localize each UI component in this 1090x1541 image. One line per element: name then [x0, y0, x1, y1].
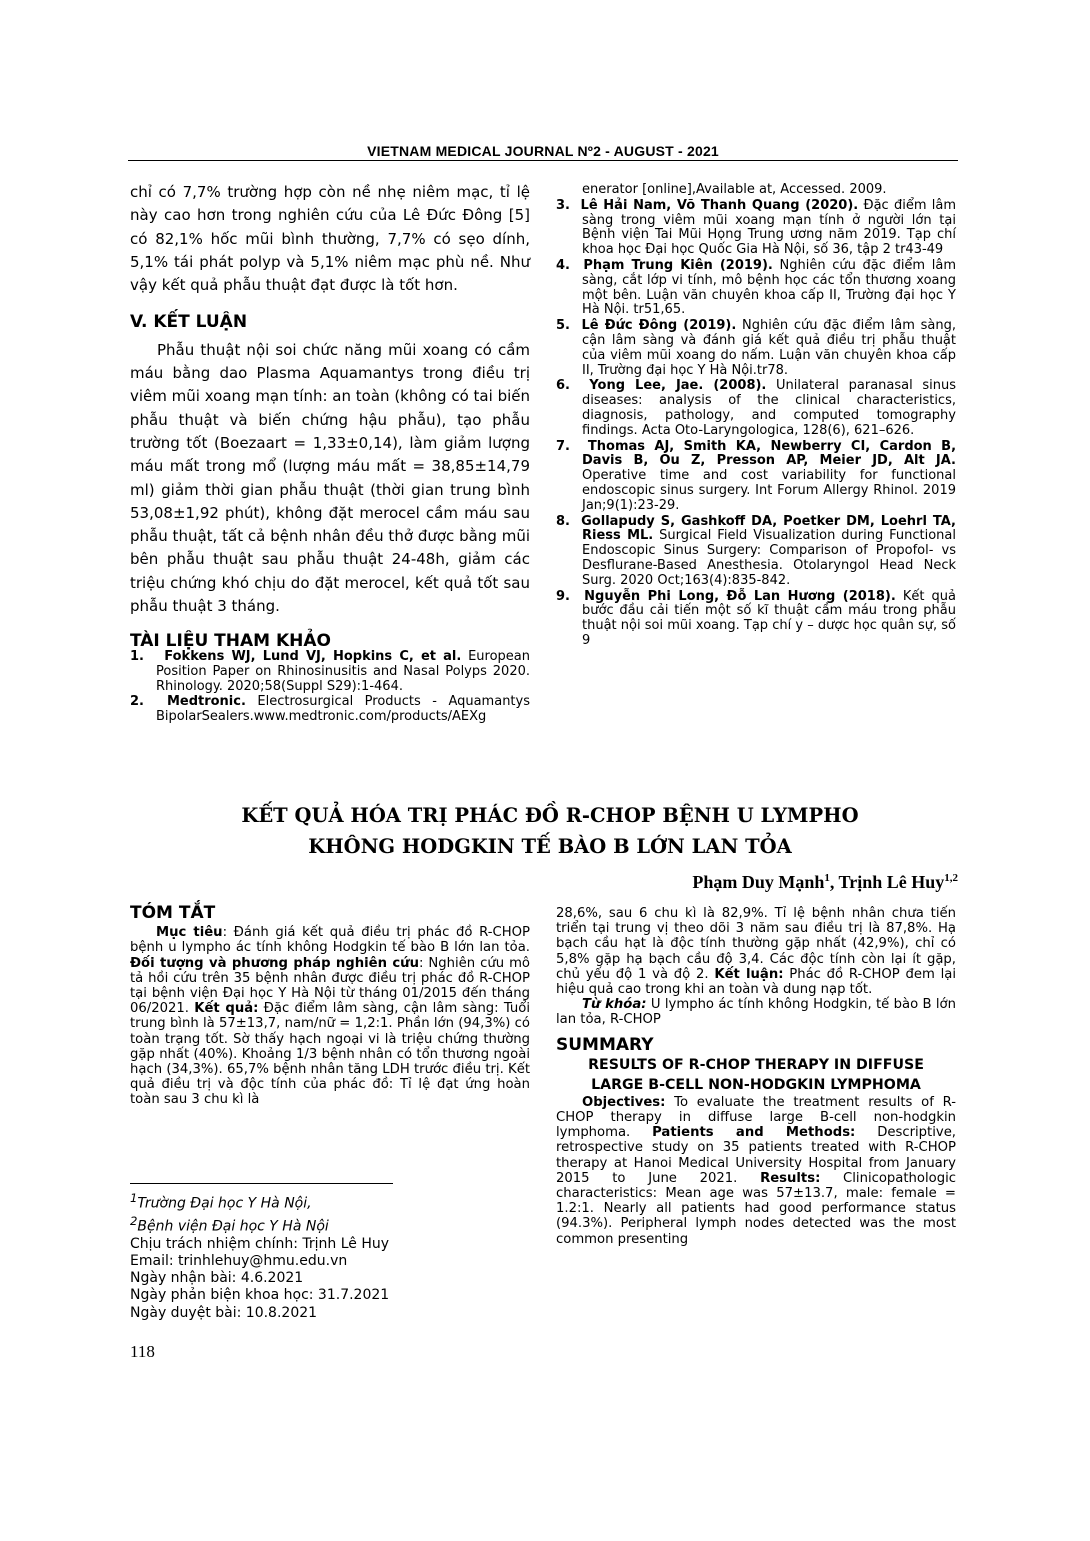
objectives-label: Objectives: — [582, 1094, 666, 1110]
reference-item — [130, 695, 530, 725]
reference-authors: Medtronic. — [166, 694, 246, 710]
reference-number: 2. — [130, 694, 144, 710]
methods-text: : Nghiên cứu mô tả hồi cứu trên 35 bệnh nhân được điều trị phác đồ R-CHOP tại bệnh viện Đại học Y Hà Nội từ tháng 01/2015 đến tháng 06/2021. — [130, 955, 530, 1017]
date-received: Ngày nhận bài: 4.6.2021 — [130, 1270, 304, 1287]
reference-authors: Lê Đức Đông (2019). — [581, 318, 737, 334]
results-label: Kết quả: — [194, 1001, 259, 1017]
article-title-line: KẾT QUẢ HÓA TRỊ PHÁC ĐỒ R-CHOP BỆNH U LYMPHO — [241, 804, 859, 827]
author-name: Phạm Duy Mạnh — [692, 872, 825, 892]
reference-continuation: enerator [online],Available at, Accessed. 2009. — [582, 182, 887, 197]
methods-text: Descriptive, retrospective study on 35 patients treated with R-CHOP therapy at Hanoi Medical University Hospital from January 2015 to June 2021. — [556, 1125, 957, 1186]
reference-number: 3. — [556, 197, 570, 213]
reference-item — [130, 650, 530, 694]
page-number: 118 — [130, 1342, 155, 1361]
conclusion-paragraph: Phẫu thuật nội soi chức năng mũi xoang có cầm máu bằng dao Plasma Aquamantys trong điều trị viêm mũi xoang mạn tính: an toàn (không có tai biến phẫu thuật và biến chứng hậu phẫu), tạo phẫu trường tốt (Boezaart = 1,33±0,14), làm giảm lượng máu mất trong mổ (lượng máu mất = 38,85±14,79 ml) giảm thời gian phẫu thuật (thời gian trung bình 53,08±1,92 phút), không đặt merocel cầm máu sau phẫu thuật, tất cả bệnh nhân đều thở được bằng mũi bên phẫu thuật sau phẫu thuật 24-48h, giảm các triệu chứng khó chịu do đặt merocel, kết quả tốt sau phẫu thuật 3 tháng. — [130, 340, 530, 616]
reference-number: 6. — [556, 378, 570, 394]
reference-authors: Nguyễn Phi Long, Đỗ Lan Hương (2018). — [584, 588, 896, 604]
reference-item — [556, 259, 956, 318]
summary-title — [556, 1055, 956, 1095]
affiliation-marker: 1 — [130, 1191, 138, 1205]
reference-text: Nghiên cứu đặc điểm lâm sàng, cận lâm sàng và đánh giá kết quả điều trị phẫu thuật của viêm mũi xoang do nấm. Luận văn chuyên khoa cấp II, Trường đại học Y Hà Nội.tr78. — [582, 318, 957, 378]
results-text: Clinicopathologic characteristics: Mean age was 57±13.7, male: female = 1.2:1. Nearly all patients had good performance status (94.3%). Peripheral lymph nodes detected was the most common presenting — [556, 1170, 956, 1247]
article-title — [150, 800, 950, 862]
date-accepted: Ngày duyệt bài: 10.8.2021 — [130, 1304, 318, 1321]
keywords-text: U lympho ác tính không Hodgkin, tế bào B lớn lan tỏa, R-CHOP — [556, 997, 956, 1028]
reference-number: 8. — [556, 513, 570, 529]
reference-item — [556, 590, 956, 649]
summary-heading: SUMMARY — [556, 1034, 654, 1055]
continuation-paragraph: chỉ có 7,7% trường hợp còn nề nhẹ niêm mạc, tỉ lệ này cao hơn trong nghiên cứu của Lê Đức Đông [5] có 82,1% hốc mũi bình thường, 7,7% có sẹo dính, 5,1% tái phát polyp và 5,1% niêm mạc phù nề. Như vậy kết quả phẫu thuật đạt được là tốt hơn. — [130, 183, 530, 295]
affiliation-text: Trường Đại học Y Hà Nội, — [137, 1195, 312, 1212]
reference-authors: Fokkens WJ, Lund VJ, Hopkins C, et al. — [164, 649, 462, 664]
reference-text: Đặc điểm lâm sàng trong viêm mũi xoang mạn tính ở người lớn tại Bệnh viện Tai Mũi Họng Trung ương năm 2019. Tạp chí khoa học Đại học Quốc Gia Hà Nội, số 36, tập 2 tr43-49 — [582, 197, 956, 258]
abstract-paragraph-continued — [556, 906, 956, 997]
journal-header: VIETNAM MEDICAL JOURNAL Nº2 - AUGUST - 2021 — [367, 143, 719, 159]
reference-number: 9. — [556, 588, 570, 604]
abstract-vi-left — [130, 903, 531, 1108]
reference-text: Surgical Field Visualization during Functional Endoscopic Sinus Surgery: Comparison of Propofol- vs Desflurane-Based Anesthesia. Otolaryngol Head Neck Surg. 2020 Oct;163(4):835-842. — [582, 528, 956, 588]
summary-paragraph — [556, 1095, 956, 1247]
reference-number: 1. — [130, 649, 144, 664]
reference-number: 7. — [556, 438, 570, 454]
results-label: Results: — [760, 1170, 821, 1186]
abstract-heading: TÓM TẮT — [130, 903, 216, 923]
objectives-text: To evaluate the treatment results of R-CHOP therapy in diffuse large B-cell non-hodgkin lymphoma. — [556, 1094, 956, 1141]
reference-item — [556, 515, 956, 589]
reference-authors: Yong Lee, Jae. (2008). — [589, 378, 767, 394]
reference-authors: Thomas AJ, Smith KA, Newberry CI, Cardon B, Davis B, Ou Z, Presson AP, Meier JD, Alt JA. — [582, 438, 957, 469]
reference-item — [556, 199, 956, 258]
results-text: 28,6%, sau 6 chu kì là 82,9%. Tỉ lệ bệnh nhân chưa tiến triển tại trung vị theo dõi 3 năm sau điều trị là 87,8%. Hạ bạch cầu hạt là độc tính thường gặp nhất (42,9%), chỉ có 5,8% gặp hạ bạch cầu độ 3,4. Các độc tính còn lại ít gặp, chủ yếu độ 1 và độ 2. — [556, 906, 956, 982]
reference-authors: Phạm Trung Kiên (2019). — [583, 257, 773, 273]
keywords — [556, 997, 956, 1027]
abstract-paragraph — [130, 925, 530, 1107]
article-title-line: KHÔNG HODGKIN TẾ BÀO B LỚN LAN TỎA — [308, 835, 792, 858]
email: Email: trinhlehuy@hmu.edu.vn — [130, 1252, 348, 1269]
conclusion-heading: V. KẾT LUẬN — [130, 312, 248, 333]
affiliation-text: Bệnh viện Đại học Y Hà Nội — [137, 1218, 329, 1235]
methods-label: Đối tượng và phương pháp nghiên cứu — [130, 955, 419, 971]
affiliation-1 — [130, 1190, 530, 1213]
reference-text: Unilateral paranasal sinus diseases: analysis of the clinical characteristics, diagnosis, pathology, and computed tomography findings. Acta Oto-Laryngologica, 128(6), 621–626. — [582, 378, 957, 438]
reference-number: 4. — [556, 257, 570, 273]
reference-text: Kết quả bước đầu cải tiến một số kĩ thuật cầm máu trong phẫu thuật nội soi mũi xoang. Tạp chí y – dược học quân sự, số 9 — [582, 588, 957, 648]
reference-text: Nghiên cứu đặc điểm lâm sàng, cắt lớp vi tính, mô bệnh học các tổn thương xoang một bên. Luận văn chuyên khoa cấp II, Trường đại học Y Hà Nội. tr51,65. — [582, 257, 956, 318]
reference-text: European Position Paper on Rhinosinusitis and Nasal Polyps 2020. Rhinology. 2020;58(Suppl S29):1-464. — [156, 649, 530, 694]
corresponding-author: Chịu trách nhiệm chính: Trịnh Lê Huy — [130, 1235, 390, 1252]
objective-label: Mục tiêu — [156, 925, 223, 941]
objective-text: : Đánh giá kết quả điều trị phác đồ R-CHOP bệnh u lympho ác tính không Hodgkin tế bào B lớn lan tỏa. — [130, 925, 531, 956]
results-text: Đặc điểm lâm sàng, cận lâm sàng: Tuổi trung bình là 57±13,7, nam/nữ = 1,2:1. Phần lớn (94,3%) có toàn trạng tốt. Sờ thấy hạch ngoại vi là triệu chứng thường gặp nhất (40%). Khoảng 1/3 bệnh nhân có tổn thương ngoài hạch (34,3%). 65,7% bệnh nhân tăng LDH trước điều trị. Kết quả điều trị và độc tính của phác đồ: Tỉ lệ đạt ứng hoàn toàn sau 3 chu kì là — [130, 1001, 531, 1108]
reference-text: Operative time and cost variability for functional endoscopic sinus surgery. Int Forum Allergy Rhinol. 2019 Jan;9(1):23-29. — [582, 468, 956, 513]
article-authors — [400, 872, 958, 893]
affiliation-marker: 2 — [130, 1213, 138, 1228]
references-heading: TÀI LIỆU THAM KHẢO — [130, 631, 331, 652]
date-reviewed: Ngày phản biện khoa học: 31.7.2021 — [130, 1287, 390, 1304]
reference-authors: Lê Hải Nam, Võ Thanh Quang (2020). — [580, 197, 859, 213]
reference-list-right — [556, 183, 956, 650]
author-separator: , — [829, 872, 839, 892]
affiliation-marker: 1 — [824, 872, 830, 884]
header-rule — [128, 160, 958, 161]
reference-list-left — [130, 650, 530, 726]
methods-label: Patients and Methods: — [652, 1125, 856, 1141]
footnote-rule — [130, 1183, 393, 1184]
reference-number: 5. — [556, 318, 570, 334]
reference-item — [556, 319, 956, 378]
abstract-right-column — [556, 906, 956, 1247]
keywords-label: Từ khóa: — [582, 997, 647, 1013]
summary-title-line: LARGE B-CELL NON-HODGKIN LYMPHOMA — [591, 1076, 921, 1093]
conclusion-label: Kết luận: — [714, 966, 784, 982]
author-name: Trịnh Lê Huy — [838, 872, 945, 892]
affiliation-2 — [130, 1213, 530, 1236]
conclusion-text: Phác đồ R-CHOP đem lại hiệu quả cao trong khi an toàn và dung nạp tốt. — [556, 966, 956, 998]
footnotes — [130, 1190, 530, 1322]
left-column-top — [130, 181, 530, 656]
reference-item — [556, 440, 956, 514]
reference-authors: Gollapudy S, Gashkoff DA, Poetker DM, Loehrl TA, Riess ML. — [581, 513, 956, 544]
reference-item — [556, 379, 956, 438]
summary-title-line: RESULTS OF R-CHOP THERAPY IN DIFFUSE — [588, 1056, 924, 1073]
reference-text: Electrosurgical Products - Aquamantys BipolarSealers.www.medtronic.com/products/AEXg — [156, 694, 530, 725]
affiliation-marker: 1,2 — [944, 872, 958, 884]
